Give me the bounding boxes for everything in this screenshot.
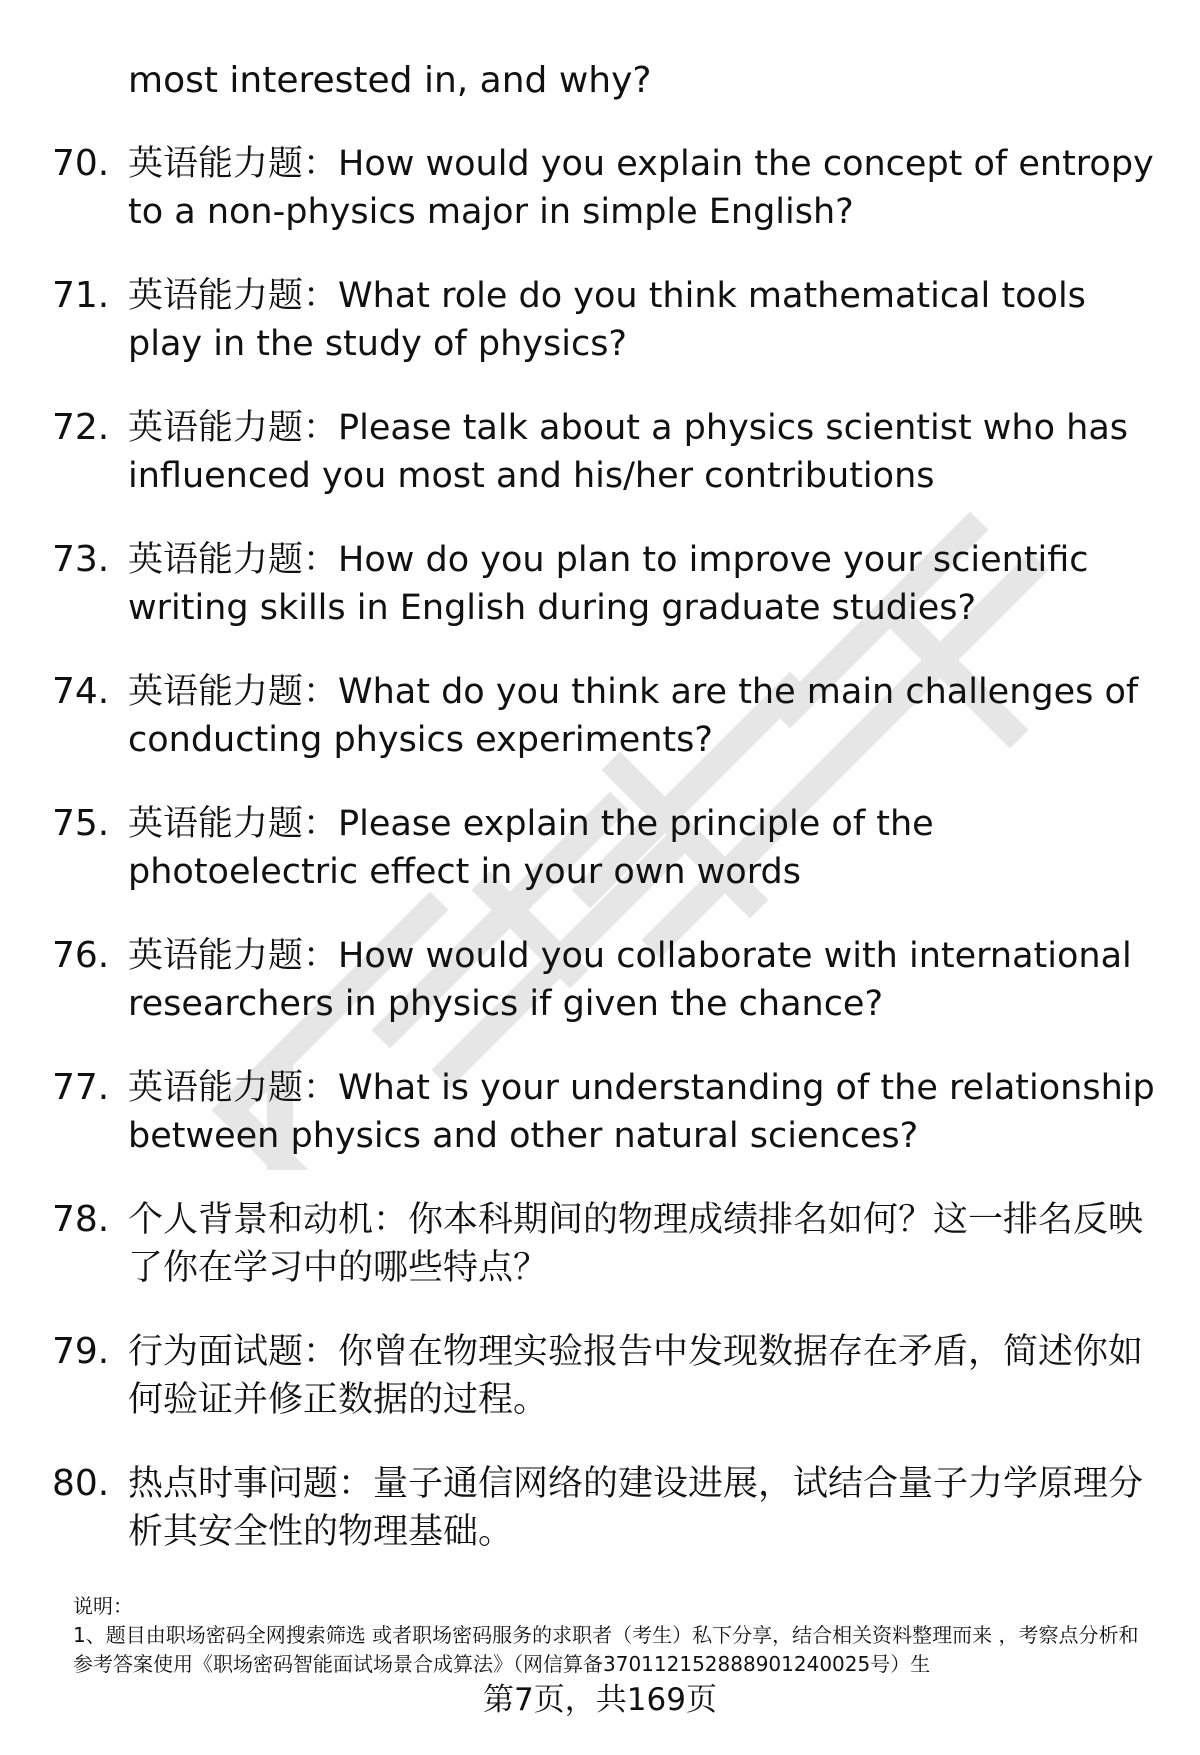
question-number: 79.	[52, 1331, 110, 1372]
question-number: 78.	[52, 1199, 110, 1240]
question-number: 80.	[52, 1463, 110, 1504]
question-text: 英语能力题：What is your understanding of the relationship between physics and other natural sciences?	[128, 1068, 1155, 1156]
question-number: 73.	[52, 539, 110, 580]
question-text: 行为面试题：你曾在物理实验报告中发现数据存在矛盾，简述你如何验证并修正数据的过程。	[128, 1332, 1144, 1420]
notes-heading: 说明：	[73, 1594, 133, 1618]
question-text: 英语能力题：How would you explain the concept of entropy to a non-physics major in simple English?	[128, 144, 1154, 232]
question-text: 英语能力题：What role do you think mathematical tools play in the study of physics?	[128, 276, 1086, 364]
question-number: 77.	[52, 1067, 110, 1108]
question-text: 个人背景和动机：你本科期间的物理成绩排名如何？这一排名反映了你在学习中的哪些特点？	[128, 1200, 1144, 1288]
question-text: 英语能力题：What do you think are the main challenges of conducting physics experiments?	[128, 672, 1139, 760]
notes-line: 1、题目由职场密码全网搜索筛选 或者职场密码服务的求职者（考生）私下分享，结合相关资料整理而来 ，考察点分析和参考答案使用《职场密码智能面试场景合成算法》（网信算备370112152888901240025号）生	[73, 1623, 1139, 1676]
page-number-footer: 第7页，共169页	[483, 1682, 717, 1718]
question-text: 英语能力题：Please explain the principle of the photoelectric effect in your own words	[128, 804, 934, 892]
question-continuation: most interested in, and why?	[128, 60, 652, 101]
question-text: 英语能力题：How would you collaborate with international researchers in physics if given the chance?	[128, 936, 1132, 1024]
question-number: 70.	[52, 143, 110, 184]
question-text: 英语能力题：Please talk about a physics scientist who has influenced you most and his/her contributions	[128, 408, 1129, 496]
question-number: 72.	[52, 407, 110, 448]
question-number: 76.	[52, 935, 110, 976]
notes-section	[73, 1592, 1153, 1679]
question-number: 71.	[52, 275, 110, 316]
question-text: 热点时事问题：量子通信网络的建设进展，试结合量子力学原理分析其安全性的物理基础。	[128, 1464, 1144, 1552]
question-number: 75.	[52, 803, 110, 844]
question-text: 英语能力题：How do you plan to improve your scientific writing skills in English during graduate studies?	[128, 540, 1089, 628]
question-number: 74.	[52, 671, 110, 712]
